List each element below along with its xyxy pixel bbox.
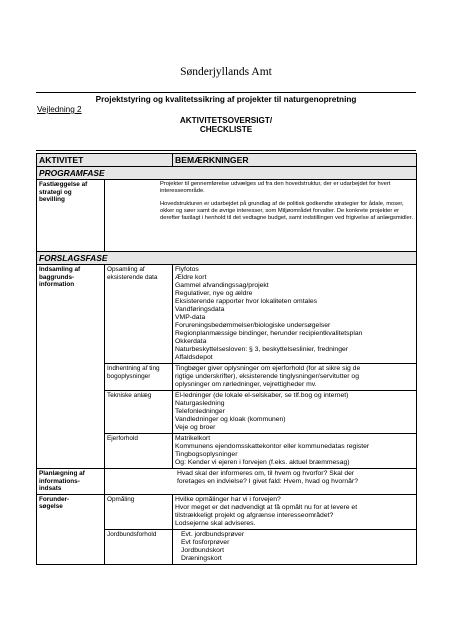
label-line: Planlægning af: [39, 470, 85, 477]
note-line: Naturgasledning: [175, 400, 225, 407]
table-header-row: [37, 154, 417, 167]
sub-activity: [105, 364, 173, 391]
column-header-notes: BEMÆRKNINGER: [173, 154, 417, 167]
activity-label: [37, 265, 105, 469]
label-line: Indsamling af: [39, 266, 81, 273]
table-row: [37, 469, 417, 495]
note-line: El-ledninger (de lokale el-selskaber, se tlf.bog og internet): [175, 392, 349, 399]
column-header-activity: AKTIVITET: [37, 154, 173, 167]
activity-label: [37, 180, 105, 252]
label-line: indsats: [39, 485, 62, 493]
note-line: Hvor meget er det nødvendigt at få opmålt nu for at levere et: [175, 503, 358, 511]
label-line: Forunder-: [39, 495, 70, 503]
sub-activity: [105, 391, 173, 434]
label-line: strategi og: [39, 188, 72, 196]
note-line: Vandledninger og kloak (kommunen): [175, 416, 286, 423]
sub-line: Tekniske anlæg: [107, 392, 152, 399]
label-line: baggrunds-: [39, 273, 75, 281]
phase-forslagsfase: FORSLAGSFASE: [37, 252, 417, 265]
label-line: information: [39, 281, 75, 289]
activity-notes: [173, 434, 417, 469]
document-header: [36, 92, 416, 151]
note-line: Og: Kender vi ejeren i forvejen (f.eks. aktuel bræmmesag): [175, 459, 350, 466]
note-line: Ældre kort: [175, 274, 207, 281]
document-title: Projektstyring og kvalitetssikring af projekter til naturgenopretning: [95, 95, 357, 104]
note-line: Eksisterende rapporter hvor lokaliteten omtales: [175, 298, 318, 305]
table-row: [37, 180, 417, 252]
note-paragraph: Hovedstrukturen er udarbejdet på grundlag af de politisk godkendte strategier for ådale, moser, okker og søer samt de øvrige interesser, som Miljøområdet forvalter. De konkrete projekter er derefter fastlagt i henhold til det vedtagne budget, samt indstillingen ved frigivelse af anlægsmidler.: [160, 201, 413, 221]
note-line: oplysninger om rørledninger, vejrettigheder mv.: [175, 381, 317, 388]
label-line: Fastlæggelse af: [39, 181, 88, 188]
note-line: Telefonledninger: [175, 408, 225, 415]
phase-row: [37, 167, 417, 180]
note-line: Veje og broer: [175, 424, 216, 431]
sub-line: Opsamling af: [107, 266, 145, 273]
phase-programfase: PROGRAMFASE: [37, 167, 417, 180]
activity-notes: [173, 529, 417, 564]
note-line: Vandføringsdata: [175, 306, 225, 313]
note-line: Evt. jordbundsprøver: [181, 530, 245, 538]
note-line: Matrikelkort: [175, 435, 211, 442]
note-line: Naturbeskyttelsesloven: § 3, beskyttelseslinier, fredninger: [175, 346, 349, 353]
sub-activity: [105, 529, 173, 564]
sub-line: Jordbundsforhold: [107, 530, 157, 538]
note-line: Tingbogsoplysninger: [175, 451, 238, 458]
note-line: Forureningsbedømmelser/biologiske undersøgelser: [175, 322, 331, 329]
activity-label: [37, 469, 105, 495]
sub-line: bogoplysninger: [107, 372, 151, 380]
phase-row: [37, 252, 417, 265]
note-paragraph: Projekter til gennemførelse udvælges ud fra den hovedstruktur, der er udarbejdet for hvert interesseområde.: [160, 181, 391, 194]
note-line: Kommunens ejendomsskattekontor eller kommunedatas register: [175, 443, 370, 450]
activity-notes: [173, 364, 417, 391]
note-line: Flyfotos: [175, 266, 199, 273]
guide-link[interactable]: Vejledning 2: [37, 105, 82, 114]
note-line: Okkerdata: [175, 338, 207, 345]
note-line: Jordbundskort: [181, 546, 225, 554]
sub-activity: [105, 494, 173, 529]
activity-notes: [105, 469, 417, 495]
activity-notes: [173, 391, 417, 434]
note-line: Hvilke opmålinger har vi i forvejen?: [175, 495, 281, 503]
activity-notes: [105, 180, 417, 252]
note-line: Dræningskort: [181, 554, 222, 562]
note-line: Affaldsdepot: [175, 354, 213, 361]
section-title: AKTIVITETSOVERSIGT/: [179, 116, 273, 125]
table-row: [37, 265, 417, 364]
note-line: Gammel afvandingssag/projekt: [175, 282, 269, 289]
note-line: Regulativer, nye og ældre: [175, 290, 253, 297]
label-line: bevilling: [39, 196, 65, 204]
activity-notes: [173, 494, 417, 529]
activity-label: [37, 494, 105, 564]
sub-line: eksisterende data: [107, 273, 158, 281]
organization-name: Sønderjyllands Amt: [180, 66, 272, 78]
table-row: [37, 494, 417, 529]
sub-line: Indhentning af ting: [107, 365, 160, 372]
note-line: Hvad skal der informeres om, til hvem og hvorfor? Skal der: [177, 470, 355, 477]
note-line: VMP-data: [175, 314, 206, 321]
section-subtitle: CHECKLISTE: [199, 125, 253, 134]
label-line: informations-: [39, 477, 80, 485]
activity-table: [36, 153, 417, 565]
note-line: Lodsejerne skal adviseres.: [175, 519, 256, 527]
sub-activity: [105, 265, 173, 364]
sub-line: Opmåling: [107, 495, 135, 503]
note-line: foretages en indvielse? I givet fald: Hvem, hvad og hvornår?: [177, 478, 358, 485]
label-line: søgelse: [39, 503, 63, 511]
note-line: Tingbøger giver oplysninger om ejerforhold (for at sikre sig de: [175, 365, 361, 372]
activity-notes: [173, 265, 417, 364]
note-line: tilstrækkeligt projekt og afgrænse interesseområdet?: [175, 511, 334, 519]
sub-activity: [105, 434, 173, 469]
note-line: Evt fosforprøver: [181, 538, 230, 546]
note-line: rigtige underskrifter), eksisterende tinglysninger/servitutter og: [175, 373, 359, 380]
sub-line: Ejerforhold: [107, 435, 138, 442]
note-line: Regionplanmæssige bindinger, herunder recipientkvalitetsplan: [175, 330, 363, 337]
